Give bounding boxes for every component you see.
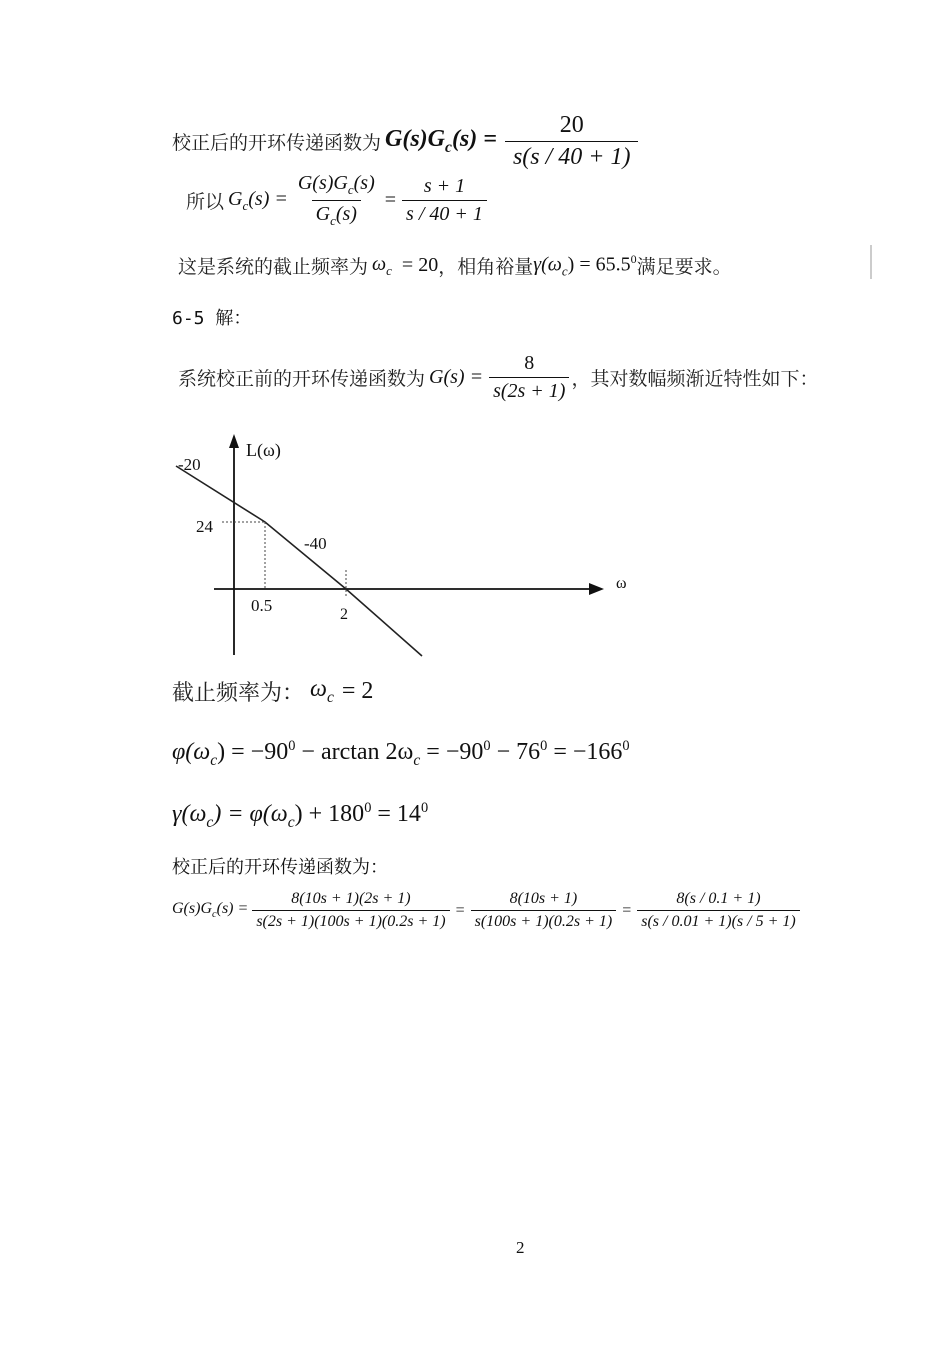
- math-omega: $\omega_c$: [372, 252, 392, 278]
- y-tick-label-24: 24: [196, 517, 213, 536]
- corrected-tf-equation: [172, 890, 800, 931]
- fraction: [489, 352, 569, 403]
- crossover-result-line: [178, 252, 732, 280]
- denominator: $G_c(s)$: [312, 200, 361, 229]
- phase-equation: $\varphi(\omega_c) = -90^0 - \arctan 2\omega_c = -90^0 - 76^0 = -166^0$: [172, 738, 630, 769]
- math-omega: $\omega_c$: [310, 676, 334, 706]
- original-tf-line: [178, 352, 818, 403]
- slope-label-neg20: -20: [178, 455, 201, 474]
- fraction: [505, 112, 639, 171]
- fraction: [252, 890, 449, 931]
- math-value: = 20: [401, 254, 439, 277]
- denominator: s(s / 0.01 + 1)(s / 5 + 1): [637, 910, 799, 931]
- equals-sign: =: [384, 189, 397, 211]
- numerator: s + 1: [423, 175, 466, 197]
- denominator: s(s / 40 + 1): [505, 141, 639, 171]
- bode-magnitude-chart: [170, 430, 640, 660]
- crossover-frequency-line: [172, 676, 373, 707]
- fraction: [294, 172, 379, 229]
- page-number: 2: [516, 1238, 525, 1257]
- numerator: 20: [559, 112, 584, 138]
- math-lhs: $G(s)G_c(s)$ =: [172, 900, 249, 921]
- x-axis-arrow: [589, 583, 604, 595]
- denominator: s / 40 + 1: [402, 200, 487, 226]
- math-lhs: G(s) =: [429, 366, 484, 388]
- text-label: ，相角裕量: [438, 256, 534, 279]
- magnitude-asymptote-line: [176, 466, 422, 656]
- numerator: 8(10s + 1): [509, 890, 578, 907]
- math-value: = 2: [341, 678, 374, 704]
- numerator: $G(s)G_c(s)$: [297, 172, 375, 197]
- text-label: 这是系统的截止频率为: [178, 256, 369, 279]
- y-axis-label: L(ω): [246, 440, 281, 460]
- phase-margin-equation: $\gamma(\omega_c) = \varphi(\omega_c) + 180^0 = 14^0$: [172, 800, 429, 831]
- math-phase-margin: $\gamma(\omega_c) = 65.5^0$: [533, 252, 637, 279]
- fraction: [402, 175, 487, 226]
- denominator: s(100s + 1)(0.2s + 1): [471, 910, 617, 931]
- text-label: 校正后的开环传递函数为: [172, 132, 382, 154]
- numerator: 8: [524, 352, 535, 374]
- text-label: 截止频率为：: [172, 681, 305, 706]
- denominator: s(2s + 1): [489, 377, 569, 403]
- text-label: 满足要求。: [636, 256, 732, 279]
- text-label: 所以: [186, 191, 225, 213]
- text-label: 系统校正前的开环传递函数为: [178, 368, 426, 390]
- section-heading: 6-5 解：: [172, 308, 252, 329]
- numerator: 8(s / 0.1 + 1): [676, 890, 761, 907]
- slope-label-neg40: -40: [304, 534, 327, 553]
- x-tick-label-0.5: 0.5: [251, 596, 273, 615]
- fraction: [471, 890, 617, 931]
- y-axis-arrow: [229, 434, 239, 448]
- math-lhs: $G_c(s)$ =: [228, 187, 288, 213]
- corrected-tf-heading: 校正后的开环传递函数为：: [172, 857, 388, 878]
- math-lhs: $G(s)G_c(s)$ =: [385, 126, 497, 156]
- text-label: ，其对数幅频渐近特性如下：: [571, 368, 819, 390]
- corrected-tf-line: [172, 112, 638, 171]
- x-axis-label: ω: [616, 575, 627, 592]
- gc-derivation-line: [186, 172, 487, 229]
- equals-sign: =: [455, 901, 465, 919]
- numerator: 8(10s + 1)(2s + 1): [291, 890, 411, 907]
- x-tick-label-2: 2: [340, 606, 348, 623]
- margin-marker: [870, 245, 872, 279]
- equals-sign: =: [622, 901, 632, 919]
- fraction: [637, 890, 799, 931]
- denominator: s(2s + 1)(100s + 1)(0.2s + 1): [252, 910, 449, 931]
